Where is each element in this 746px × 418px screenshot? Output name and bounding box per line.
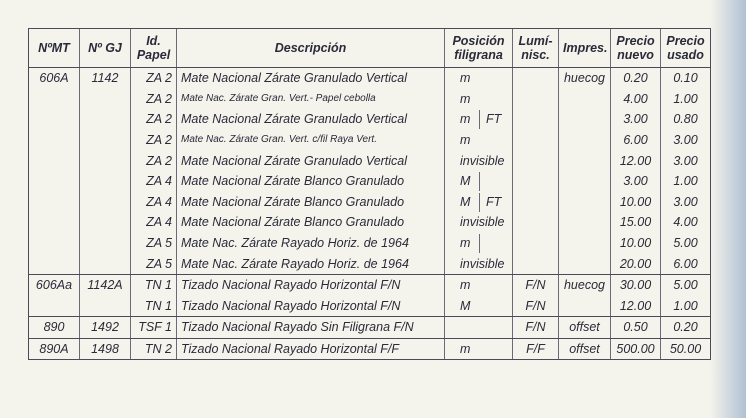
cell-impres: [559, 130, 611, 151]
cell-impres: [559, 89, 611, 110]
cell-ngj: 1492: [80, 317, 131, 339]
cell-precio-usado: 0.20: [661, 317, 711, 339]
cell-precio-nuevo: 20.00: [611, 253, 661, 274]
cell-posicion: [445, 150, 513, 171]
table-row: [29, 296, 711, 317]
header-papel: Id. Papel: [131, 29, 177, 68]
cell-ngj: [80, 296, 131, 317]
header-precio-usado: Precio usado: [661, 29, 711, 68]
cell-papel: ZA 4: [131, 212, 177, 233]
cell-precio-nuevo: 3.00: [611, 109, 661, 130]
cell-nmt: 890: [29, 317, 80, 339]
cell-precio-nuevo: 6.00: [611, 130, 661, 151]
cell-lumi: [513, 109, 559, 130]
cell-precio-usado: 1.00: [661, 296, 711, 317]
cell-precio-nuevo: 3.00: [611, 171, 661, 192]
scan-edge-shadow: [710, 0, 746, 418]
cell-ngj: [80, 150, 131, 171]
cell-descripcion: Mate Nacional Zárate Blanco Granulado: [177, 192, 445, 213]
pos-divider: [479, 234, 480, 253]
cell-precio-usado: 5.00: [661, 274, 711, 295]
cell-ngj: 1142: [80, 68, 131, 89]
table-row: [29, 130, 711, 151]
cell-nmt: [29, 253, 80, 274]
cell-papel: TN 1: [131, 296, 177, 317]
header-impres: Impres.: [559, 29, 611, 68]
cell-posicion: [445, 296, 513, 317]
catalog-body: [29, 68, 711, 360]
cell-papel: TN 1: [131, 274, 177, 295]
pos-primary: m: [460, 71, 471, 86]
pos-secondary: FT: [486, 112, 502, 127]
cell-posicion: [445, 274, 513, 295]
cell-impres: offset: [559, 317, 611, 339]
header-precio-nuevo: Precio nuevo: [611, 29, 661, 68]
stamp-catalog-table: [28, 28, 711, 360]
cell-descripcion: Mate Nacional Zárate Blanco Granulado: [177, 212, 445, 233]
cell-lumi: [513, 212, 559, 233]
cell-impres: huecog: [559, 274, 611, 295]
cell-precio-usado: 3.00: [661, 150, 711, 171]
cell-nmt: [29, 150, 80, 171]
cell-nmt: 606A: [29, 68, 80, 89]
cell-impres: [559, 212, 611, 233]
table-row: [29, 317, 711, 339]
cell-lumi: F/N: [513, 274, 559, 295]
cell-lumi: F/F: [513, 338, 559, 360]
cell-papel: ZA 4: [131, 171, 177, 192]
header-ngj: Nº GJ: [80, 29, 131, 68]
cell-precio-usado: 0.80: [661, 109, 711, 130]
cell-ngj: [80, 89, 131, 110]
pos-divider: [479, 110, 480, 129]
cell-descripcion: Mate Nacional Zárate Granulado Vertical: [177, 150, 445, 171]
cell-lumi: [513, 150, 559, 171]
cell-precio-usado: 6.00: [661, 253, 711, 274]
cell-ngj: [80, 130, 131, 151]
pos-primary: m: [460, 91, 471, 106]
pos-primary: m: [460, 342, 471, 357]
cell-papel: TSF 1: [131, 317, 177, 339]
cell-papel: ZA 2: [131, 68, 177, 89]
cell-descripcion: Mate Nac. Zárate Rayado Horiz. de 1964: [177, 233, 445, 254]
cell-lumi: [513, 89, 559, 110]
header-row: [29, 29, 711, 68]
cell-descripcion: Tizado Nacional Rayado Sin Filigrana F/N: [177, 317, 445, 339]
cell-lumi: F/N: [513, 296, 559, 317]
cell-precio-usado: 3.00: [661, 192, 711, 213]
cell-papel: ZA 5: [131, 233, 177, 254]
table-row: [29, 212, 711, 233]
cell-posicion: [445, 338, 513, 360]
cell-precio-nuevo: 12.00: [611, 296, 661, 317]
cell-descripcion: Tizado Nacional Rayado Horizontal F/F: [177, 338, 445, 360]
cell-precio-usado: 1.00: [661, 171, 711, 192]
cell-nmt: [29, 212, 80, 233]
cell-impres: offset: [559, 338, 611, 360]
cell-precio-usado: 3.00: [661, 130, 711, 151]
pos-primary: M: [460, 174, 471, 189]
pos-divider: [479, 193, 480, 212]
cell-nmt: [29, 109, 80, 130]
cell-impres: [559, 109, 611, 130]
cell-nmt: 890A: [29, 338, 80, 360]
cell-impres: [559, 296, 611, 317]
cell-papel: TN 2: [131, 338, 177, 360]
cell-precio-nuevo: 12.00: [611, 150, 661, 171]
cell-descripcion: Mate Nac. Zárate Rayado Horiz. de 1964: [177, 253, 445, 274]
cell-impres: [559, 192, 611, 213]
cell-descripcion: Tizado Nacional Rayado Horizontal F/N: [177, 296, 445, 317]
cell-ngj: [80, 192, 131, 213]
cell-precio-usado: 50.00: [661, 338, 711, 360]
cell-ngj: [80, 171, 131, 192]
table-row: [29, 109, 711, 130]
cell-descripcion: Tizado Nacional Rayado Horizontal F/N: [177, 274, 445, 295]
cell-nmt: [29, 296, 80, 317]
pos-invisible: invisible: [460, 153, 505, 168]
table-row: [29, 253, 711, 274]
cell-lumi: [513, 171, 559, 192]
cell-precio-nuevo: 15.00: [611, 212, 661, 233]
table-row: [29, 150, 711, 171]
cell-lumi: [513, 130, 559, 151]
cell-precio-nuevo: 10.00: [611, 192, 661, 213]
cell-papel: ZA 4: [131, 192, 177, 213]
table-row: [29, 171, 711, 192]
pos-divider: [479, 172, 480, 191]
cell-precio-nuevo: 0.50: [611, 317, 661, 339]
pos-primary: M: [460, 298, 471, 313]
pos-primary: m: [460, 112, 471, 127]
cell-ngj: [80, 233, 131, 254]
cell-posicion: [445, 68, 513, 89]
cell-papel: ZA 2: [131, 109, 177, 130]
cell-lumi: [513, 192, 559, 213]
cell-impres: [559, 233, 611, 254]
header-nmt: NºMT: [29, 29, 80, 68]
cell-nmt: 606Aa: [29, 274, 80, 295]
cell-papel: ZA 5: [131, 253, 177, 274]
cell-posicion: [445, 109, 513, 130]
cell-ngj: [80, 212, 131, 233]
cell-papel: ZA 2: [131, 150, 177, 171]
cell-descripcion: Mate Nacional Zárate Blanco Granulado: [177, 171, 445, 192]
table-row: [29, 192, 711, 213]
cell-lumi: [513, 233, 559, 254]
pos-primary: m: [460, 236, 471, 251]
cell-descripcion: Mate Nacional Zárate Granulado Vertical: [177, 109, 445, 130]
cell-precio-usado: 1.00: [661, 89, 711, 110]
cell-descripcion: Mate Nacional Zárate Granulado Vertical: [177, 68, 445, 89]
cell-precio-nuevo: 10.00: [611, 233, 661, 254]
cell-precio-nuevo: 30.00: [611, 274, 661, 295]
cell-precio-nuevo: 500.00: [611, 338, 661, 360]
cell-impres: [559, 150, 611, 171]
cell-descripcion: Mate Nac. Zárate Gran. Vert.- Papel cebolla: [177, 89, 445, 110]
table-row: [29, 68, 711, 89]
cell-precio-nuevo: 0.20: [611, 68, 661, 89]
pos-primary: M: [460, 194, 471, 209]
cell-ngj: 1142A: [80, 274, 131, 295]
cell-posicion: [445, 212, 513, 233]
cell-posicion: [445, 171, 513, 192]
pos-invisible: invisible: [460, 256, 505, 271]
cell-impres: [559, 171, 611, 192]
table-row: [29, 338, 711, 360]
table-row: [29, 274, 711, 295]
pos-primary: m: [460, 278, 471, 293]
cell-nmt: [29, 192, 80, 213]
cell-ngj: [80, 253, 131, 274]
cell-papel: ZA 2: [131, 130, 177, 151]
cell-posicion: [445, 233, 513, 254]
cell-nmt: [29, 89, 80, 110]
cell-ngj: [80, 109, 131, 130]
pos-invisible: invisible: [460, 215, 505, 230]
header-posicion: Posición filigrana: [445, 29, 513, 68]
cell-descripcion: Mate Nac. Zárate Gran. Vert. c/fil Raya Vert.: [177, 130, 445, 151]
cell-precio-usado: 5.00: [661, 233, 711, 254]
cell-posicion: [445, 253, 513, 274]
cell-papel: ZA 2: [131, 89, 177, 110]
cell-impres: [559, 253, 611, 274]
cell-ngj: 1498: [80, 338, 131, 360]
cell-posicion: [445, 89, 513, 110]
cell-precio-usado: 4.00: [661, 212, 711, 233]
cell-impres: huecog: [559, 68, 611, 89]
cell-nmt: [29, 171, 80, 192]
table-row: [29, 233, 711, 254]
catalog-sheet: [28, 28, 710, 360]
header-lumi: Lumí- nisc.: [513, 29, 559, 68]
cell-lumi: [513, 253, 559, 274]
cell-nmt: [29, 130, 80, 151]
table-row: [29, 89, 711, 110]
cell-precio-usado: 0.10: [661, 68, 711, 89]
pos-primary: m: [460, 133, 471, 148]
cell-lumi: F/N: [513, 317, 559, 339]
cell-posicion: [445, 192, 513, 213]
cell-posicion: [445, 130, 513, 151]
cell-nmt: [29, 233, 80, 254]
cell-posicion: [445, 317, 513, 339]
cell-precio-nuevo: 4.00: [611, 89, 661, 110]
cell-lumi: [513, 68, 559, 89]
pos-secondary: FT: [486, 194, 502, 209]
header-descripcion: Descripción: [177, 29, 445, 68]
